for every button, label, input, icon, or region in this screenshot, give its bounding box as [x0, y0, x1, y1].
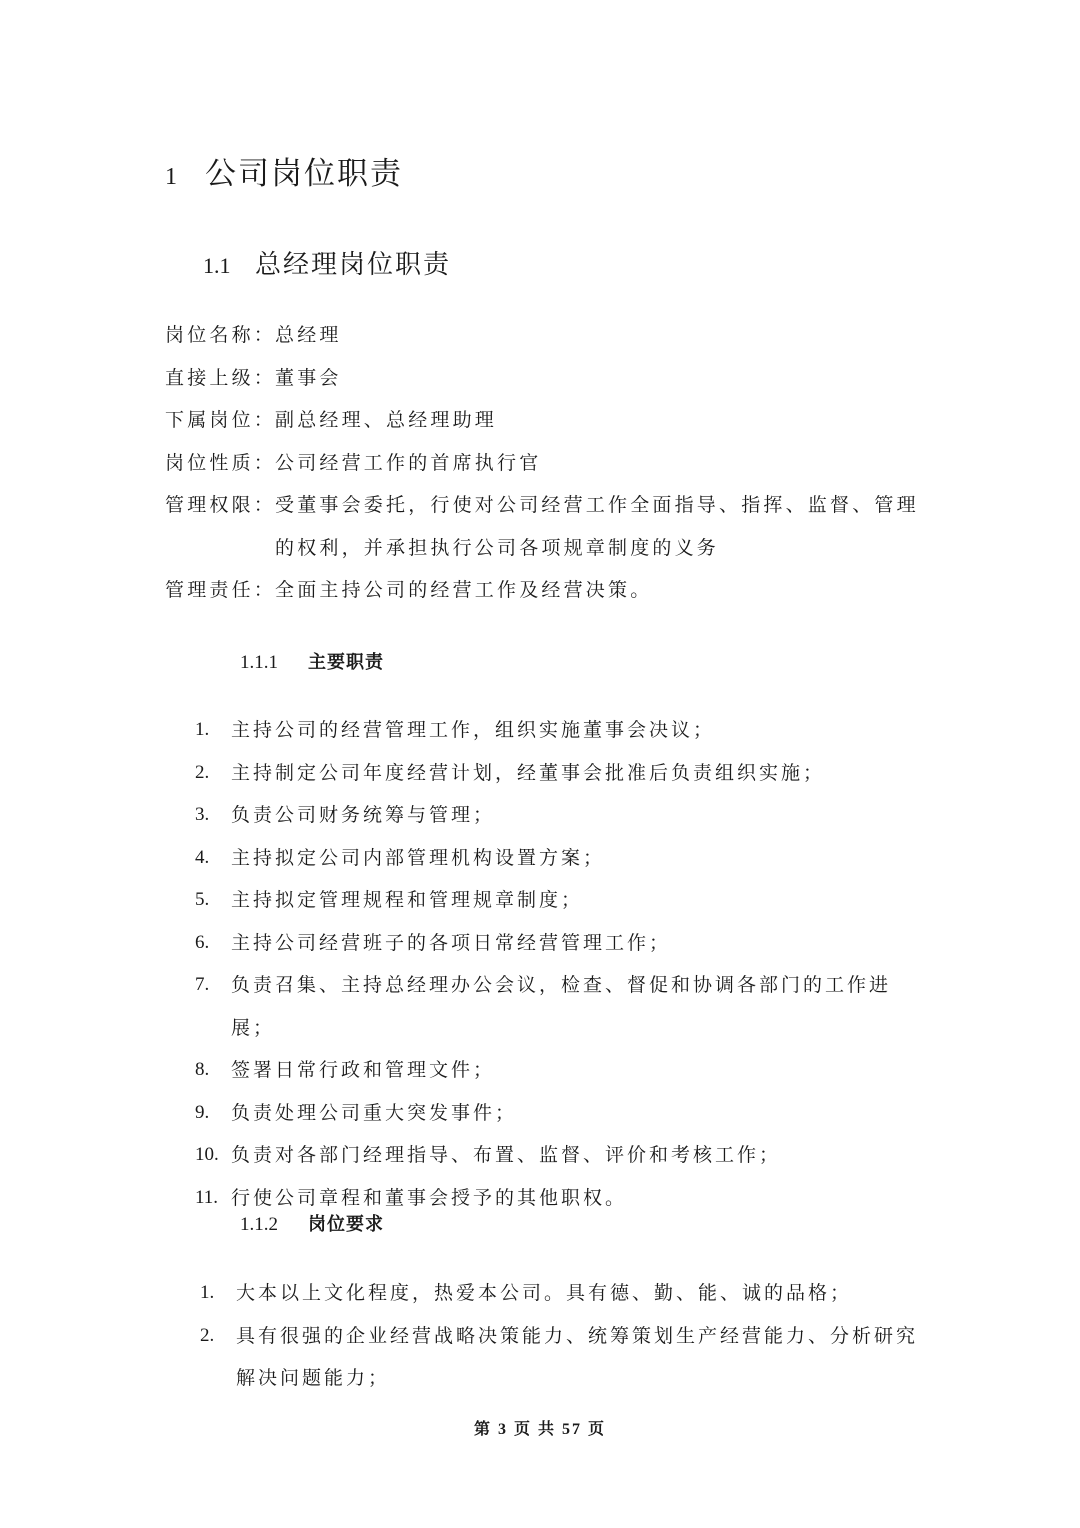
list-item — [200, 1315, 925, 1400]
list-item-text: 行使公司章程和董事会授予的其他职权。 — [231, 1186, 628, 1209]
heading-2-number: 1.1 — [203, 253, 231, 278]
list-item-number: 2. — [195, 761, 210, 783]
list-item — [195, 879, 925, 922]
list-item-text: 主持拟定公司内部管理机构设置方案； — [231, 846, 606, 869]
list-item-number: 7. — [195, 974, 210, 995]
list-item-number: 8. — [195, 1059, 210, 1080]
list-item — [195, 837, 925, 880]
list-item-text: 主持公司的经营管理工作，组织实施董事会决议； — [231, 719, 716, 741]
list-item-text: 大本以上文化程度，热爱本公司。具有德、勤、能、诚的品格； — [236, 1282, 853, 1304]
list-item-number: 1. — [200, 1282, 215, 1303]
list-item-number: 6. — [195, 931, 210, 953]
info-row — [165, 399, 925, 442]
heading-3-number: 1.1.2 — [240, 1214, 278, 1235]
heading-3-main-duties — [240, 648, 384, 674]
page-footer: 第 3 页 共 57 页 — [473, 1421, 606, 1438]
list-item-text: 负责对各部门经理指导、布置、监督、评价和考核工作； — [231, 1144, 782, 1166]
heading-2-title: 总经理岗位职责 — [255, 250, 452, 280]
list-item-number: 9. — [195, 1101, 210, 1123]
list-item-text: 负责公司财务统筹与管理； — [231, 804, 496, 826]
heading-1-title: 公司岗位职责 — [205, 156, 403, 192]
info-row — [165, 357, 925, 400]
heading-3-number: 1.1.1 — [240, 652, 278, 673]
heading-3-title: 主要职责 — [308, 652, 384, 673]
list-item — [195, 1049, 925, 1092]
list-item-number: 5. — [195, 889, 210, 910]
heading-2 — [203, 244, 451, 281]
heading-3-requirements — [240, 1210, 384, 1236]
info-row — [165, 314, 925, 357]
list-item — [195, 1092, 925, 1135]
info-label: 直接上级： — [165, 366, 277, 389]
requirements-list — [200, 1272, 925, 1400]
list-item — [195, 964, 925, 1049]
position-info — [165, 314, 925, 612]
info-value: 董事会 — [275, 366, 342, 389]
info-label: 管理权限： — [165, 494, 277, 516]
list-item-number: 2. — [200, 1324, 215, 1346]
list-item-text: 具有很强的企业经营战略决策能力、统筹策划生产经营能力、分析研究解决问题能力； — [236, 1324, 919, 1389]
list-item-number: 10. — [195, 1144, 219, 1165]
info-value: 受董事会委托，行使对公司经营工作全面指导、指挥、监督、管理的权利，并承担执行公司各项规章制度的义务 — [275, 494, 919, 559]
list-item-number: 1. — [195, 719, 210, 740]
list-item-text: 负责召集、主持总经理办公会议，检查、督促和协调各部门的工作进展； — [231, 974, 892, 1039]
list-item — [195, 922, 925, 965]
info-row — [165, 569, 925, 612]
info-value: 总经理 — [275, 324, 342, 346]
list-item — [195, 752, 925, 795]
info-row — [165, 484, 925, 569]
list-item — [195, 709, 925, 752]
info-row — [165, 442, 925, 485]
list-item-text: 主持公司经营班子的各项日常经营管理工作； — [231, 931, 672, 954]
list-item-text: 负责处理公司重大突发事件； — [231, 1101, 518, 1124]
heading-3-title: 岗位要求 — [308, 1214, 384, 1235]
info-label: 岗位名称： — [165, 324, 277, 346]
list-item-text: 签署日常行政和管理文件； — [231, 1059, 496, 1081]
info-value: 副总经理、总经理助理 — [275, 409, 498, 431]
list-item-number: 11. — [195, 1186, 219, 1208]
heading-1 — [165, 148, 403, 193]
info-label: 管理责任： — [165, 579, 277, 601]
list-item-number: 3. — [195, 804, 210, 825]
list-item-number: 4. — [195, 846, 210, 868]
heading-1-number: 1 — [165, 164, 177, 190]
info-value: 公司经营工作的首席执行官 — [275, 451, 542, 474]
list-item — [195, 794, 925, 837]
list-item — [195, 1134, 925, 1177]
list-item-text: 主持制定公司年度经营计划，经董事会批准后负责组织实施； — [231, 761, 826, 784]
info-value: 全面主持公司的经营工作及经营决策。 — [275, 579, 653, 601]
main-duties-list — [195, 709, 925, 1219]
list-item-text: 主持拟定管理规程和管理规章制度； — [231, 889, 584, 911]
info-label: 岗位性质： — [165, 451, 277, 474]
info-label: 下属岗位： — [165, 409, 277, 431]
list-item — [200, 1272, 925, 1315]
